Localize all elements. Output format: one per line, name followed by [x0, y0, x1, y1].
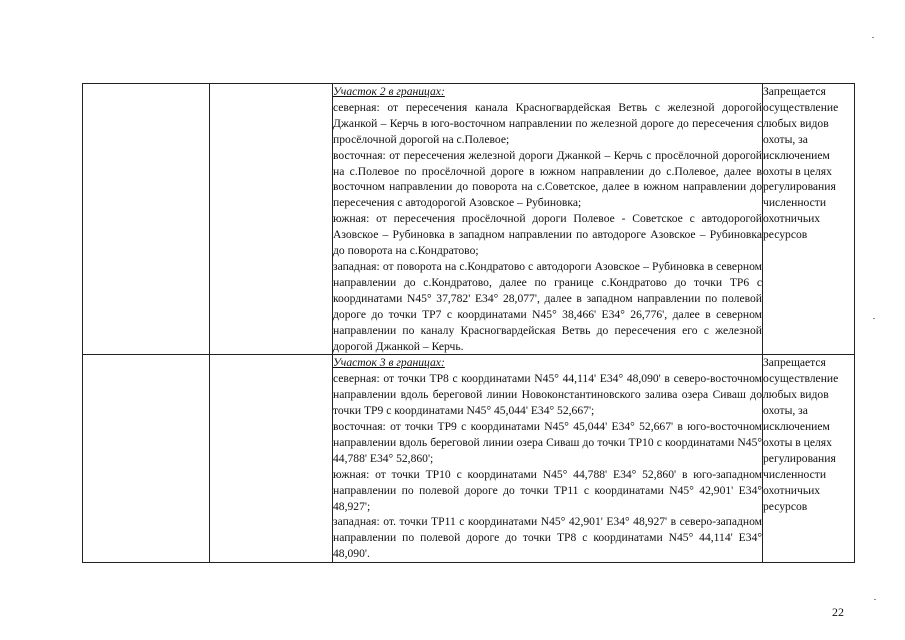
zone-boundaries-cell — [333, 355, 763, 563]
boundary-north: северная: от точки ТР8 с координатами N45° 44,114' E34° 48,090' в северо-восточном направлении вдоль береговой линии Новоконстантиновского залива озера Сиваш до точки ТР9 с координатами N45° 45,044' E34° 52,667'; — [333, 372, 762, 418]
section-heading: Участок 3 в границах: — [333, 356, 445, 370]
restriction-cell: Запрещается осуществление любых видов охоты, за исключением охоты в целях регулирования численности охотничьих ресурсов — [763, 355, 855, 563]
empty-cell-col2 — [210, 84, 333, 355]
page-number: 22 — [832, 605, 844, 619]
boundary-north: северная: от пересечения канала Красногвардейская Ветвь с железной дорогой Джанкой – Керчь в юго-восточном направлении по железной дороге до пересечения с просёлочной дорогой на с.Полевое; — [333, 100, 762, 146]
boundary-south: южная: от пересечения просёлочной дороги Полевое - Советское с автодорогой Азовское – Рубиновка в западном направлении по автодороге Азовское – Рубиновка до поворота на с.Кондратово; — [333, 212, 762, 258]
boundary-south: южная: от точки ТР10 с координатами N45° 44,788' E34° 52,860' в юго-западном направлении по полевой дороге до точки ТР11 с координатами N45° 42,901' E34° 48,927'; — [333, 467, 762, 513]
boundary-west: западная: от. точки ТР11 с координатами N45° 42,901' E34° 48,927' в северо-западном направлении по полевой дороге до точки ТР8 с координатами N45° 44,114' E34° 48,090'. — [333, 515, 762, 561]
empty-cell-col1 — [83, 355, 210, 563]
boundary-west: западная: от поворота на с.Кондратово с автодороги Азовское – Рубиновка в северном направлении до с.Кондратово, далее по границе с.Кондратово до точки ТР6 с координатами N45° 37,782' E34° 28,077', далее в западном направлении по полевой дороге до точки ТР7 с координатами N45° 38,466' E34° 26,776', далее в северном направлении по каналу Красногвардейская Ветвь до пересечения его с железной дорогой Джанкой – Керчь. — [333, 259, 762, 353]
boundary-east: восточная: от точки ТР9 с координатами N45° 45,044' E34° 52,667' в юго-восточном направлении вдоль береговой линии озера Сиваш до точки ТР10 с координатами N45° 44,788' E34° 52,860'; — [333, 420, 762, 465]
table-row — [83, 355, 855, 563]
section-heading: Участок 2 в границах: — [333, 85, 445, 98]
empty-cell-col1 — [83, 84, 210, 355]
empty-cell-col2 — [210, 355, 333, 563]
scan-speck — [874, 599, 876, 600]
zone-boundaries-cell — [333, 84, 763, 355]
restriction-cell: Запрещается осуществление любых видов охоты, за исключением охоты в целях регулирования численности охотничьих ресурсов — [763, 84, 855, 355]
table-row — [83, 84, 855, 355]
boundary-east: восточная: от пересечения железной дороги Джанкой – Керчь с просёлочной дорогой на с.Полевое по просёлочной дороге в южном направлении до с.Полевое, далее в восточном направлении до поворота на с.Советское, далее в южном направлении до пересечения с автодорогой Азовское – Рубиновка; — [333, 148, 762, 210]
scan-speck — [872, 37, 874, 38]
scan-speck — [873, 318, 875, 319]
hunting-zones-table — [82, 83, 855, 563]
